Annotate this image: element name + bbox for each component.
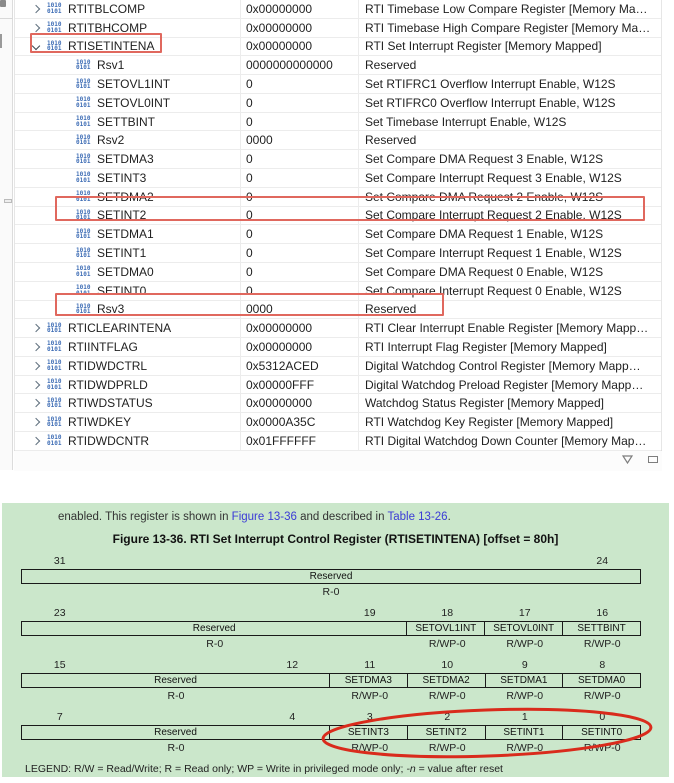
legend-n: -n	[406, 763, 416, 775]
register-name: RTIDWDPRLD	[68, 377, 148, 392]
bit-number	[486, 555, 564, 567]
binary-register-icon: 1010 0101	[47, 396, 62, 410]
bit-number: 1	[521, 711, 528, 723]
register-description: Set Compare Interrupt Request 3 Enable, W12S	[365, 170, 622, 185]
bit-number	[176, 555, 254, 567]
register-name-cell	[15, 169, 241, 187]
register-value[interactable]: 0x01FFFFFF	[241, 432, 359, 450]
reset-value: R/WP-0	[506, 742, 544, 754]
register-row-setdma0[interactable]	[15, 263, 661, 282]
register-row-rtidwdctrl[interactable]	[15, 357, 661, 376]
register-description: Set Compare Interrupt Request 2 Enable, W12S	[365, 208, 622, 223]
register-value[interactable]: 0x00000FFF	[241, 376, 359, 394]
register-row-setdma1[interactable]	[15, 225, 661, 244]
register-description: Set RTIFRC0 Overflow Interrupt Enable, W12S	[365, 95, 616, 110]
register-name: SETDMA3	[97, 152, 154, 167]
dropdown-arrow-icon[interactable]	[622, 455, 633, 464]
bit-number	[176, 607, 254, 619]
register-name-cell	[15, 225, 241, 243]
reset-value: R/WP-0	[428, 742, 466, 754]
bitfield-setint2: SETINT2	[407, 725, 486, 740]
binary-register-icon: 1010 0101	[76, 58, 91, 72]
register-value[interactable]: 0	[241, 113, 359, 131]
register-name-cell	[15, 319, 241, 337]
binary-register-icon: 1010 0101	[76, 77, 91, 91]
chevron-right-icon[interactable]	[32, 437, 40, 445]
register-row-rticlearintena[interactable]	[15, 319, 661, 338]
bit-number: 2	[444, 711, 451, 723]
register-description: Reserved	[365, 133, 417, 148]
reset-value: R/WP-0	[583, 690, 621, 702]
bitfield-reserved: Reserved	[21, 569, 641, 584]
reset-value: R/WP-0	[428, 690, 466, 702]
register-description: Set Compare DMA Request 3 Enable, W12S	[365, 152, 604, 167]
bit-number: 18	[441, 607, 454, 619]
register-row-setint2[interactable]	[15, 207, 661, 226]
register-row-setint0[interactable]	[15, 282, 661, 301]
register-name: SETTBINT	[97, 114, 156, 129]
register-name-cell	[15, 188, 241, 206]
panel-bottom-bar	[14, 451, 662, 471]
bit-number	[254, 607, 332, 619]
bit-number: 24	[596, 555, 609, 567]
register-description: Set Compare DMA Request 0 Enable, W12S	[365, 264, 604, 279]
binary-register-icon: 1010 0101	[76, 265, 91, 278]
bit-number	[176, 711, 254, 723]
binary-register-icon: 1010 0101	[47, 378, 62, 391]
register-row-setovl1int[interactable]	[15, 75, 661, 94]
binary-register-icon: 1010 0101	[76, 284, 91, 297]
reset-value: R/WP-0	[583, 742, 621, 754]
register-row-rtiintflag[interactable]	[15, 338, 661, 357]
reset-value: R-0	[322, 586, 340, 598]
chevron-right-icon[interactable]	[32, 5, 40, 13]
register-description: RTI Watchdog Key Register [Memory Mapped]	[365, 415, 614, 430]
register-row-rtisetintena[interactable]	[15, 38, 661, 57]
bit-number: 11	[364, 659, 376, 671]
register-row-setint1[interactable]	[15, 244, 661, 263]
register-row-rsv3[interactable]	[15, 301, 661, 320]
register-value[interactable]: 0x00000000	[241, 38, 359, 56]
register-value[interactable]: 0x00000000	[241, 338, 359, 356]
register-name-cell	[15, 56, 241, 74]
register-value[interactable]: 0	[241, 225, 359, 243]
register-row-setdma3[interactable]	[15, 150, 661, 169]
bit-number	[99, 607, 177, 619]
register-name: Rsv1	[97, 58, 125, 73]
bitfield-setdma1: SETDMA1	[485, 673, 564, 688]
register-name-cell	[15, 413, 241, 431]
registers-tree-table	[14, 0, 662, 451]
register-description: Reserved	[365, 302, 417, 317]
legend-text: LEGEND: R/W = Read/Write; R = Read only; WP = Write in privileged mode only;	[25, 763, 407, 775]
bit-number: 17	[518, 607, 531, 619]
clipped-minimize-icon	[4, 199, 12, 203]
clipped-toolbar-icon	[0, 0, 6, 7]
register-name: SETDMA2	[97, 189, 154, 204]
register-name-cell	[15, 282, 241, 300]
register-name: SETDMA0	[97, 264, 154, 279]
bitfield-setint3: SETINT3	[329, 725, 408, 740]
register-value[interactable]: 0000000000000	[241, 56, 359, 74]
binary-register-icon: 1010 0101	[76, 96, 91, 109]
binary-register-icon: 1010 0101	[47, 359, 62, 372]
bitfield-setint0: SETINT0	[562, 725, 641, 740]
register-name-cell	[15, 244, 241, 262]
register-description: Set Compare DMA Request 2 Enable, W12S	[365, 189, 604, 204]
register-row-rsv2[interactable]	[15, 131, 661, 150]
reset-value: R/WP-0	[506, 638, 544, 650]
register-name-cell	[15, 0, 241, 18]
bitfield-row-2	[21, 659, 641, 702]
register-value[interactable]: 0x5312ACED	[241, 357, 359, 375]
chevron-right-icon[interactable]	[32, 361, 40, 369]
bit-number	[254, 555, 332, 567]
register-value[interactable]: 0	[241, 244, 359, 262]
register-value[interactable]: 0	[241, 169, 359, 187]
register-value[interactable]: 0000	[241, 131, 359, 149]
chevron-down-icon[interactable]	[32, 42, 40, 50]
register-value[interactable]: 0x0000A35C	[241, 413, 359, 431]
register-name: SETINT3	[97, 170, 147, 185]
register-name: SETINT0	[97, 283, 147, 298]
bit-number: 9	[521, 659, 528, 671]
register-name: Rsv3	[97, 302, 125, 317]
register-name-cell	[15, 376, 241, 394]
binary-register-icon: 1010 0101	[47, 415, 62, 429]
register-bit-diagram	[21, 555, 641, 754]
bitfield-row-1	[21, 607, 641, 650]
register-name-cell	[15, 301, 241, 319]
register-name-cell	[15, 207, 241, 225]
bitfield-reserved: Reserved	[21, 725, 330, 740]
reset-value: R-0	[206, 638, 224, 650]
chevron-right-icon[interactable]	[32, 324, 40, 332]
bit-number: 4	[289, 711, 296, 723]
register-name-cell	[15, 94, 241, 112]
register-name: SETDMA1	[97, 227, 154, 242]
register-value[interactable]: 0x00000000	[241, 0, 359, 18]
binary-register-icon: 1010 0101	[47, 21, 62, 34]
reset-value: R/WP-0	[583, 638, 621, 650]
register-value[interactable]: 0	[241, 263, 359, 281]
register-description: Digital Watchdog Control Register [Memory Mapp…	[365, 358, 641, 373]
register-description: RTI Timebase Low Compare Register [Memory Ma…	[365, 1, 648, 16]
bitfield-reserved: Reserved	[21, 673, 330, 688]
register-name-cell	[15, 19, 241, 37]
register-name: RTITBHCOMP	[68, 20, 148, 35]
register-row-settbint[interactable]	[15, 113, 661, 132]
figure-legend	[25, 763, 669, 775]
register-row-rtidwdcntr[interactable]	[15, 432, 661, 451]
binary-register-icon: 1010 0101	[76, 133, 91, 147]
bitfield-setdma3: SETDMA3	[329, 673, 408, 688]
doc-paragraph	[58, 511, 669, 523]
register-name: Rsv2	[97, 133, 125, 148]
register-value[interactable]: 0	[241, 150, 359, 168]
register-description: Set Timebase Interrupt Enable, W12S	[365, 114, 567, 129]
register-name: RTIINTFLAG	[68, 339, 138, 354]
register-description: Digital Watchdog Preload Register [Memory Mapp…	[365, 377, 644, 392]
documentation-panel	[2, 503, 669, 777]
register-name-cell	[15, 113, 241, 131]
bit-number	[331, 555, 409, 567]
bit-number: 0	[599, 711, 606, 723]
register-value[interactable]: 0	[241, 282, 359, 300]
bit-number	[409, 555, 487, 567]
bit-number: 23	[53, 607, 66, 619]
left-panel-edge	[0, 0, 13, 470]
binary-register-icon: 1010 0101	[47, 321, 62, 335]
register-value[interactable]: 0	[241, 188, 359, 206]
bitfield-setdma2: SETDMA2	[407, 673, 486, 688]
bit-number	[99, 659, 177, 671]
bitfield-setovl1int: SETOVL1INT	[406, 621, 485, 636]
bitfield-reserved: Reserved	[21, 621, 407, 636]
register-description: Watchdog Status Register [Memory Mapped]	[365, 396, 604, 411]
register-value[interactable]: 0x00000000	[241, 319, 359, 337]
register-name-cell	[15, 75, 241, 93]
bit-number: 7	[56, 711, 63, 723]
binary-register-icon: 1010 0101	[76, 246, 91, 260]
bit-number: 19	[363, 607, 376, 619]
bit-number: 31	[53, 555, 66, 567]
binary-register-icon: 1010 0101	[47, 434, 62, 447]
binary-register-icon: 1010 0101	[76, 190, 91, 203]
register-name-cell	[15, 357, 241, 375]
bitfield-setint1: SETINT1	[485, 725, 564, 740]
register-description: Set RTIFRC1 Overflow Interrupt Enable, W12S	[365, 77, 616, 92]
register-row-rtitbhcomp[interactable]	[15, 19, 661, 38]
bit-number: 8	[599, 659, 606, 671]
register-name-cell	[15, 38, 241, 56]
register-value[interactable]: 0	[241, 94, 359, 112]
bit-number	[176, 659, 254, 671]
bitfield-settbint: SETTBINT	[562, 621, 641, 636]
binary-register-icon: 1010 0101	[47, 340, 62, 353]
register-name-cell	[15, 394, 241, 412]
binary-register-icon: 1010 0101	[47, 39, 62, 53]
register-name: RTITBLCOMP	[68, 1, 146, 16]
register-name: SETOVL1INT	[97, 77, 171, 92]
doc-text: .	[447, 511, 451, 523]
legend-text: = value after reset	[415, 763, 503, 775]
register-description: Set Compare Interrupt Request 0 Enable, W12S	[365, 283, 622, 298]
register-name-cell	[15, 150, 241, 168]
register-value[interactable]: 0x00000000	[241, 19, 359, 37]
register-name: RTICLEARINTENA	[68, 321, 172, 336]
bit-number: 10	[441, 659, 454, 671]
register-name-cell	[15, 338, 241, 356]
register-row-rtiwdstatus[interactable]	[15, 394, 661, 413]
register-name-cell	[15, 131, 241, 149]
register-row-setdma2[interactable]	[15, 188, 661, 207]
binary-register-icon: 1010 0101	[47, 2, 62, 15]
chevron-right-icon[interactable]	[32, 343, 40, 351]
bit-number: 12	[286, 659, 299, 671]
bit-number	[99, 711, 177, 723]
bitfield-setovl0int: SETOVL0INT	[484, 621, 563, 636]
register-value[interactable]: 0	[241, 75, 359, 93]
register-description: Set Compare Interrupt Request 1 Enable, W12S	[365, 246, 622, 261]
binary-register-icon: 1010 0101	[76, 171, 91, 184]
register-row-rtiwdkey[interactable]	[15, 413, 661, 432]
bit-number: 3	[366, 711, 373, 723]
chevron-right-icon[interactable]	[32, 380, 40, 388]
reset-value: R/WP-0	[428, 638, 466, 650]
bit-number: 15	[53, 659, 66, 671]
register-name: RTIWDSTATUS	[68, 396, 153, 411]
register-description: RTI Clear Interrupt Enable Register [Memory Mapp…	[365, 321, 649, 336]
chevron-right-icon[interactable]	[32, 399, 40, 407]
table-link[interactable]: Table 13-26	[387, 511, 448, 523]
bit-number	[99, 555, 177, 567]
doc-text: enabled. This register is shown in	[58, 511, 232, 523]
register-value[interactable]: 0x00000000	[241, 394, 359, 412]
figure-title: Figure 13-36. RTI Set Interrupt Control Register (RTISETINTENA) [offset = 80h]	[112, 532, 559, 546]
register-row-rtitblcomp[interactable]	[15, 0, 661, 19]
chevron-right-icon[interactable]	[32, 23, 40, 31]
reset-value: R/WP-0	[506, 690, 544, 702]
minimize-icon[interactable]	[648, 456, 658, 463]
binary-register-icon: 1010 0101	[76, 208, 91, 222]
register-description: Reserved	[365, 58, 417, 73]
figure-link[interactable]: Figure 13-36	[231, 511, 297, 523]
clipped-icon-fragment	[0, 34, 2, 48]
bitfield-setdma0: SETDMA0	[562, 673, 641, 688]
doc-text: and described in	[296, 511, 388, 523]
register-name: SETINT2	[97, 208, 147, 223]
register-row-setovl0int[interactable]	[15, 94, 661, 113]
chevron-right-icon[interactable]	[32, 418, 40, 426]
register-name: SETOVL0INT	[97, 95, 171, 110]
register-description: Set Compare DMA Request 1 Enable, W12S	[365, 227, 604, 242]
reset-value: R/WP-0	[351, 742, 389, 754]
register-name: RTIDWDCTRL	[68, 358, 148, 373]
reset-value: R-0	[167, 690, 185, 702]
bitfield-row-3	[21, 711, 641, 754]
register-description: RTI Timebase High Compare Register [Memory Ma…	[365, 20, 651, 35]
reset-value: R/WP-0	[351, 690, 389, 702]
register-name: RTISETINTENA	[68, 39, 155, 54]
binary-register-icon: 1010 0101	[76, 115, 91, 128]
binary-register-icon: 1010 0101	[76, 227, 91, 241]
register-description: RTI Interrupt Flag Register [Memory Mapped]	[365, 339, 607, 354]
toolbar-separator	[0, 18, 13, 19]
register-name: RTIDWDCNTR	[68, 433, 150, 448]
binary-register-icon: 1010 0101	[76, 152, 91, 166]
register-value[interactable]: 0	[241, 207, 359, 225]
reset-value: R-0	[167, 742, 185, 754]
register-name: SETINT1	[97, 246, 147, 261]
register-row-setint3[interactable]	[15, 169, 661, 188]
register-name: RTIWDKEY	[68, 415, 132, 430]
binary-register-icon: 1010 0101	[76, 302, 91, 316]
register-name-cell	[15, 432, 241, 450]
register-value[interactable]: 0000	[241, 301, 359, 319]
bit-number: 16	[596, 607, 609, 619]
register-name-cell	[15, 263, 241, 281]
register-row-rtidwdprld[interactable]	[15, 376, 661, 395]
bitfield-row-0	[21, 555, 641, 598]
register-description: RTI Set Interrupt Register [Memory Mapped]	[365, 39, 602, 54]
register-description: RTI Digital Watchdog Down Counter [Memory Map…	[365, 433, 647, 448]
register-row-rsv1[interactable]	[15, 56, 661, 75]
